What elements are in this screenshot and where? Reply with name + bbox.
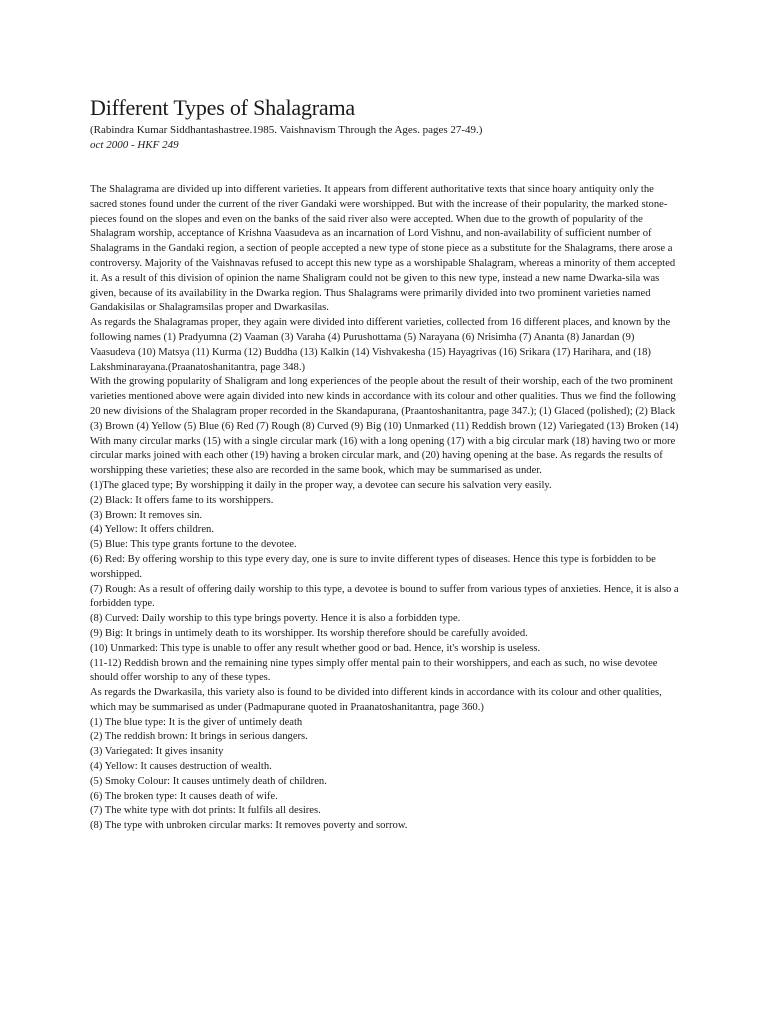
paragraph: With the growing popularity of Shaligram and long experiences of the people about the result of their worship, each of the two prominent varieties mentioned above were again divided into new kinds in accordance with its colour and other qualities. Thus we find the following 20 new divisions of the Shalagram proper recorded in the Skandapurana, (Praantoshanitantra, page 347.); (1) Glaced (polished); (2) Black (3) Brown (4) Yellow (5) Blue (6) Red (7) Rough (8) Curved (9) Big (10) Unmarked (11) Reddish brown (12) Variegated (13) Broken (14) With many circular marks (15) with a single circular mark (16) with a long opening (17) with a big circular mark (18) having two or more circular marks joined with each other (19) having a broken circular mark, and (20) having opening at the base. As regards the results of worshipping these varieties; these also are recorded in the same book, which may be summarised as under. — [90, 376, 679, 477]
citation: (Rabindra Kumar Siddhantashastree.1985. Vaishnavism Through the Ages. pages 27-49.) — [90, 124, 483, 136]
list-item: (5) Blue: This type grants fortune to the devotee. — [90, 539, 297, 551]
list-item: (6) The broken type: It causes death of wife. — [90, 790, 278, 802]
paragraph: The Shalagrama are divided up into different varieties. It appears from different authoritative texts that since hoary antiquity only the sacred stones found under the current of the river Gandaki were worshipped. But with the increase of their popularity, the marked stone-pieces found on the slopes and even on the banks of the said river also were accepted. When due to the growth of popularity of the Shalagram worship, acceptance of Krishna Vaasudeva as an incarnation of Lord Vishnu, and non-availability of sufficient number of Shalagrams in the Gandaki region, a section of people accepted a new type of stone piece as a substitute for the Shalagrams, there arose a controversy. Majority of the Vaishnavas refused to accept this new type as a worshipable Shalagram, whereas a minority of them accepted it. As a result of this division of opinion the name Shaligram could not be given to this new type, instead a new name Dwarka-sila was given, because of its availability in the Dwarka region. Thus Shalagrams were primarily divided into two prominent varieties named Gandakisilas or Shalagramsilas proper and Dwarkasilas. — [90, 184, 676, 314]
list-item: (9) Big: It brings in untimely death to its worshipper. Its worship therefore should be carefully avoided. — [90, 627, 528, 639]
list-item: (10) Unmarked: This type is unable to offer any result whether good or bad. Hence, it's worship is useless. — [90, 642, 541, 654]
list-item: (4) Yellow: It offers children. — [90, 524, 214, 536]
list-item: (2) Black: It offers fame to its worshippers. — [90, 494, 274, 506]
list-item: (2) The reddish brown: It brings in serious dangers. — [90, 731, 308, 743]
document-page — [90, 94, 680, 834]
list-item: (1)The glaced type; By worshipping it daily in the proper way, a devotee can secure his salvation very easily. — [90, 479, 552, 491]
list-item: (1) The blue type: It is the giver of untimely death — [90, 716, 303, 728]
list-item: (5) Smoky Colour: It causes untimely death of children. — [90, 775, 327, 787]
paragraph: As regards the Shalagramas proper, they again were divided into different varieties, collected from 16 different places, and known by the following names (1) Pradyumna (2) Vaaman (3) Varaha (4) Purushottama (5) Narayana (6) Nrisimha (7) Ananta (8) Janardan (9) Vaasudeva (10) Matsya (11) Kurma (12) Buddha (13) Kalkin (14) Vishvakesha (15) Hayagrivas (16) Srikara (17) Harihara, and (18) Lakshminarayana.(Praanatoshanitantra, page 348.) — [90, 317, 671, 373]
list-item: (3) Brown: It removes sin. — [90, 509, 203, 521]
list-item: (3) Variegated: It gives insanity — [90, 746, 224, 758]
list-item: (4) Yellow: It causes destruction of wealth. — [90, 761, 272, 773]
paragraph: As regards the Dwarkasila, this variety also is found to be divided into different kinds in accordance with its colour and other qualities, which may be summarised as under (Padmapurane quoted in Praanatoshanitantra, page 360.) — [90, 687, 662, 713]
dateline: oct 2000 - HKF 249 — [90, 139, 179, 151]
list-item: (7) Rough: As a result of offering daily worship to this type, a devotee is bound to suffer from various types of anxieties. Hence, it is also a forbidden type. — [90, 583, 679, 610]
list-item: (8) Curved: Daily worship to this type brings poverty. Hence it is also a forbidden type. — [90, 613, 461, 625]
list-item: (8) The type with unbroken circular marks: It removes poverty and sorrow. — [90, 820, 408, 832]
list-item: (7) The white type with dot prints: It fulfils all desires. — [90, 805, 321, 817]
list-item: (6) Red: By offering worship to this type every day, one is sure to invite different types of diseases. Hence this type is forbidden to be worshipped. — [90, 553, 656, 580]
list-item: (11-12) Reddish brown and the remaining nine types simply offer mental pain to their worshippers, and each as such, no wise devotee should offer worship to any of these types. — [90, 657, 658, 684]
body-text — [90, 183, 680, 834]
document-title: Different Types of Shalagrama — [90, 95, 355, 120]
